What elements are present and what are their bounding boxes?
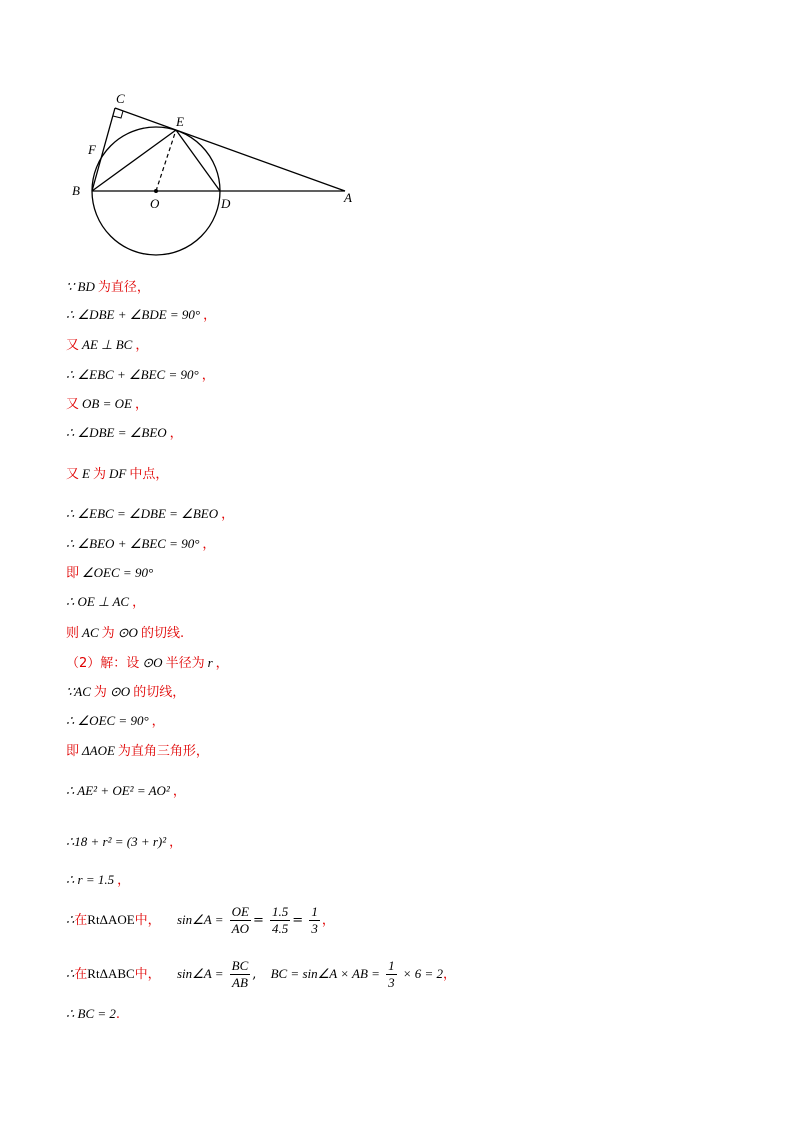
red-text: ，: [215, 656, 229, 671]
solution-line: [66, 278, 153, 297]
math-text: ⊙O: [142, 655, 163, 670]
math-text: ⊙O: [109, 684, 131, 699]
red-text: 的切线.: [140, 626, 185, 641]
math-text: ΔAOE: [82, 743, 115, 758]
math-text: DF: [108, 466, 127, 481]
red-text: 为直径，: [97, 280, 150, 295]
red-text: 则: [66, 626, 80, 641]
solution-line: [66, 505, 237, 524]
red-text: ，: [169, 426, 183, 441]
solution-line: [66, 465, 171, 484]
solution-line: [66, 742, 212, 761]
math-text: ∴ ∠DBE = ∠BEO: [66, 425, 167, 440]
red-text: ，: [151, 714, 165, 729]
solution-line: [66, 336, 151, 355]
math-text: r: [207, 655, 213, 670]
label-f: F: [88, 142, 96, 157]
solution-line: [66, 593, 148, 612]
math-text: ∴ ∠EBC = ∠DBE = ∠BEO: [66, 506, 219, 521]
red-text: ，: [135, 338, 149, 353]
red-text: 为: [101, 626, 115, 641]
solution-line: [66, 395, 151, 414]
red-text: ，: [221, 507, 235, 522]
sin-line-2: ∴在RtΔABC中， sin∠A = $\frac{BC}{AB}$ , BC = sin∠A × AB = $\frac{1}{3}$ × 6 = 2，: [66, 958, 457, 990]
segment-be: [92, 130, 176, 191]
math-text: AE ⊥ BC: [82, 337, 133, 352]
segment-oe-dashed: [156, 130, 176, 191]
solution-line: [66, 535, 218, 554]
math-text: AC: [82, 625, 99, 640]
red-text: （2）解：设: [66, 656, 140, 671]
segment-ed: [176, 130, 220, 191]
math-text: OB = OE: [82, 396, 132, 411]
math-text: E: [82, 466, 90, 481]
center-point: [154, 189, 158, 193]
solution-line: [66, 683, 188, 702]
red-text: 为直角三角形，: [117, 744, 209, 759]
red-text: 即: [66, 744, 80, 759]
math-text: ∴ AE² + OE² = AO²: [66, 783, 170, 798]
red-text: 中点，: [129, 467, 169, 482]
red-text: 又: [66, 467, 80, 482]
label-e: E: [176, 114, 184, 129]
red-text: ，: [169, 835, 183, 850]
math-text: ∴ ∠BEO + ∠BEC = 90°: [66, 536, 200, 551]
red-text: ，: [201, 368, 215, 383]
math-text: ∵ BD: [66, 279, 95, 294]
math-text: ∴ r = 1.5: [66, 872, 115, 887]
final-line: ∴ BC = 2.: [66, 1006, 121, 1022]
label-o: O: [150, 196, 160, 211]
math-text: ∵AC: [66, 684, 91, 699]
sin-line-1: ∴在RtΔAOE中， sin∠A = $\frac{OE}{AO}$ = $\frac{1.5}{4.5}$ = $\frac{1}{3}$ ，: [66, 904, 335, 936]
red-text: 半径为: [165, 656, 205, 671]
solution-line: [66, 306, 219, 325]
red-text: 又: [66, 397, 80, 412]
solution-line: [66, 424, 186, 443]
label-d: D: [221, 196, 231, 211]
math-text: ∴ ∠OEC = 90°: [66, 713, 149, 728]
red-text: ，: [203, 308, 217, 323]
red-text: 又: [66, 338, 80, 353]
red-text: 为: [92, 467, 106, 482]
label-b: B: [72, 183, 80, 198]
red-text: ，: [132, 595, 146, 610]
math-text: ∴ ∠EBC + ∠BEC = 90°: [66, 367, 199, 382]
red-text: 即: [66, 566, 80, 581]
solution-line: [66, 871, 133, 890]
label-a: A: [344, 190, 352, 205]
math-text: ∴ ∠DBE + ∠BDE = 90°: [66, 307, 201, 322]
solution-line: [66, 366, 218, 385]
solution-line: [66, 782, 189, 801]
solution-line: [66, 712, 168, 731]
red-text: ，: [117, 873, 131, 888]
red-text: ，: [202, 537, 216, 552]
solution-line: [66, 624, 187, 643]
math-text: ⊙O: [117, 625, 138, 640]
solution-line: [66, 654, 232, 673]
math-text: ∴18 + r² = (3 + r)²: [66, 834, 167, 849]
red-text: 为: [93, 685, 107, 700]
math-text: ∴ OE ⊥ AC: [66, 594, 130, 609]
red-text: ，: [134, 397, 148, 412]
geometry-figure: [60, 88, 370, 268]
solution-line: [66, 833, 185, 852]
label-c: C: [116, 91, 125, 106]
red-text: ，: [172, 784, 186, 799]
red-text: 的切线，: [133, 685, 186, 700]
solution-line: [66, 564, 156, 583]
math-text: ∠OEC = 90°: [82, 565, 154, 580]
